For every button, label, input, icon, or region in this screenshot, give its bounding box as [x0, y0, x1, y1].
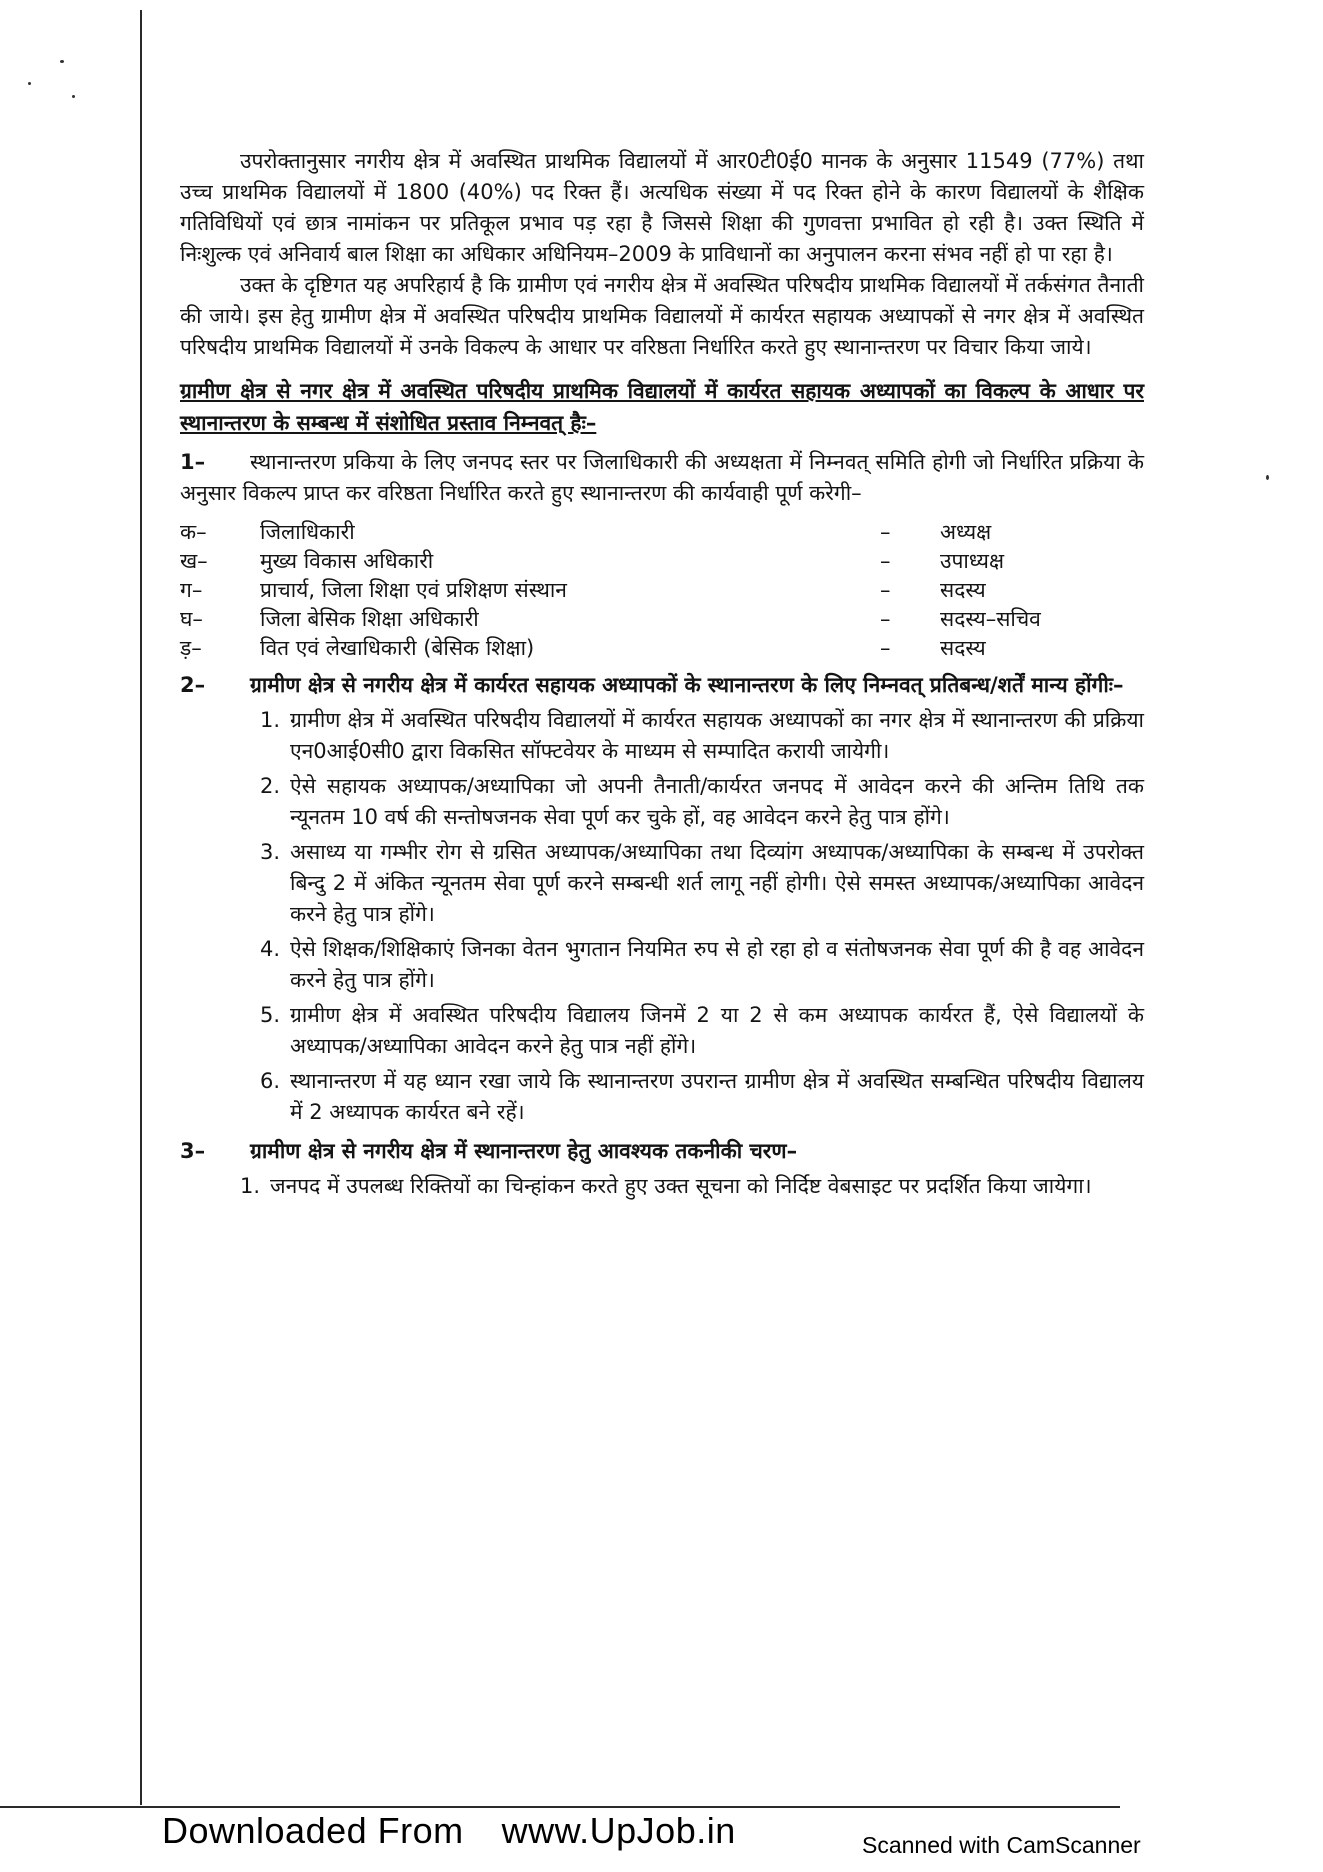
committee-member: प्राचार्य, जिला शिक्षा एवं प्रशिक्षण संस्थान [260, 578, 567, 602]
list-item [260, 771, 1144, 833]
committee-member: जिलाधिकारी [260, 520, 355, 544]
committee-dash: – [880, 520, 891, 544]
committee-dash: – [880, 578, 891, 602]
footer-rule [0, 1806, 1120, 1808]
committee-label: घ– [180, 607, 203, 631]
item-text: जनपद में उपलब्ध रिक्तियों का चिन्हांकन करते हुए उक्त सूचना को निर्दिष्ट वेबसाइट पर प्रदर्शित किया जायेगा। [270, 1174, 1092, 1198]
item-number: 2. [260, 774, 281, 798]
scan-speck [28, 82, 31, 85]
item-number: 1. [240, 1174, 261, 1198]
section-3 [180, 1136, 1144, 1167]
list-item [260, 837, 1144, 930]
downloaded-from-text: Downloaded From [162, 1810, 464, 1851]
section-2 [180, 670, 1144, 701]
committee-role: उपाध्यक्ष [940, 549, 1005, 573]
committee-member: मुख्य विकास अधिकारी [260, 549, 434, 573]
committee-label: ग– [180, 578, 203, 602]
committee-row [180, 633, 1144, 662]
item-text: ग्रामीण क्षेत्र में अवस्थित परिषदीय विद्यालयों में कार्यरत सहायक अध्यापकों का नगर क्षेत्र में स्थानान्तरण की प्रक्रिया एन0आई0सी0 द्वारा विकसित सॉफ्टवेयर के माध्यम से सम्पादित करायी जायेगी। [290, 708, 1144, 763]
item-text: ग्रामीण क्षेत्र में अवस्थित परिषदीय विद्यालय जिनमें 2 या 2 से कम अध्यापक कार्यरत हैं, ऐसे विद्यालयों के अध्यापक/अध्यापिका आवेदन करने हेतु पात्र नहीं होंगे। [290, 1003, 1144, 1058]
site-link[interactable]: www.UpJob.in [501, 1810, 736, 1851]
margin-line [140, 10, 142, 1805]
list-item [260, 1000, 1144, 1062]
section-1 [180, 447, 1144, 509]
section-3-number: 3– [180, 1139, 206, 1163]
item-number: 1. [260, 708, 281, 732]
list-item [260, 1066, 1144, 1128]
committee-dash: – [880, 549, 891, 573]
conditions-list [260, 705, 1144, 1128]
committee-role: अध्यक्ष [940, 520, 992, 544]
committee-dash: – [880, 607, 891, 631]
committee-label: क– [180, 520, 207, 544]
committee-dash: – [880, 636, 891, 660]
committee-list [180, 517, 1144, 662]
scan-speck [60, 60, 64, 63]
technical-steps-list [240, 1171, 1144, 1202]
section-2-number: 2– [180, 673, 206, 697]
list-item [260, 934, 1144, 996]
committee-label: ख– [180, 549, 208, 573]
committee-row [180, 604, 1144, 633]
committee-role: सदस्य–सचिव [940, 607, 1041, 631]
item-text: असाध्य या गम्भीर रोग से ग्रसित अध्यापक/अध्यापिका तथा दिव्यांग अध्यापक/अध्यापिका के सम्बन्ध में उपरोक्त बिन्दु 2 में अंकित न्यूनतम सेवा पूर्ण करने सम्बन्धी शर्त लागू नहीं होगी। ऐसे समस्त अध्यापक/अध्यापिका आवेदन करने हेतु पात्र होंगे। [290, 840, 1144, 926]
committee-label: ड़– [180, 636, 202, 660]
item-number: 5. [260, 1003, 281, 1027]
section-1-number: 1– [180, 450, 206, 474]
scan-speck [72, 95, 75, 98]
download-watermark [162, 1810, 774, 1852]
paragraph-proposal: उक्त के दृष्टिगत यह अपरिहार्य है कि ग्रामीण एवं नगरीय क्षेत्र में अवस्थित परिषदीय प्राथमिक विद्यालयों में तर्कसंगत तैनाती की जाये। इस हेतु ग्रामीण क्षेत्र में अवस्थित परिषदीय प्राथमिक विद्यालयों में कार्यरत सहायक अध्यापकों से नगर क्षेत्र में अवस्थित परिषदीय प्राथमिक विद्यालयों में उनके विकल्प के आधार पर वरिष्ठता निर्धारित करते हुए स्थानान्तरण पर विचार किया जाये। [180, 273, 1144, 359]
scan-speck [1266, 475, 1269, 480]
item-text: ऐसे सहायक अध्यापक/अध्यापिका जो अपनी तैनाती/कार्यरत जनपद में आवेदन करने की अन्तिम तिथि तक न्यूनतम 10 वर्ष की सन्तोषजनक सेवा पूर्ण कर चुके हों, वह आवेदन करने हेतु पात्र होंगे। [290, 774, 1144, 829]
item-number: 4. [260, 937, 281, 961]
committee-row [180, 517, 1144, 546]
item-text: स्थानान्तरण में यह ध्यान रखा जाये कि स्थानान्तरण उपरान्त ग्रामीण क्षेत्र में अवस्थित सम्बन्धित परिषदीय विद्यालय में 2 अध्यापक कार्यरत बने रहें। [290, 1069, 1144, 1124]
section-3-text: ग्रामीण क्षेत्र से नगरीय क्षेत्र में स्थानान्तरण हेतु आवश्यक तकनीकी चरण– [250, 1139, 798, 1163]
committee-member: वित एवं लेखाधिकारी (बेसिक शिक्षा) [260, 636, 535, 660]
list-item [240, 1171, 1144, 1202]
document-body [180, 146, 1144, 1206]
section-1-text: स्थानान्तरण प्रकिया के लिए जनपद स्तर पर जिलाधिकारी की अध्यक्षता में निम्नवत् समिति होगी जो निर्धारित प्रक्रिया के अनुसार विकल्प प्राप्त कर वरिष्ठता निर्धारित करते हुए स्थानान्तरण की कार्यवाही पूर्ण करेगी– [180, 450, 1144, 505]
committee-role: सदस्य [940, 578, 986, 602]
committee-row [180, 546, 1144, 575]
section-2-text: ग्रामीण क्षेत्र से नगरीय क्षेत्र में कार्यरत सहायक अध्यापकों के स्थानान्तरण के लिए निम्नवत् प्रतिबन्ध/शर्तें मान्य होंगीः– [250, 673, 1124, 697]
section-heading: ग्रामीण क्षेत्र से नगर क्षेत्र में अवस्थित परिषदीय प्राथमिक विद्यालयों में कार्यरत सहायक अध्यापकों का विकल्प के आधार पर स्थानान्तरण के सम्बन्ध में संशोधित प्रस्ताव निम्नवत् हैः– [180, 379, 1144, 435]
item-number: 6. [260, 1069, 281, 1093]
scanner-watermark: Scanned with CamScanner [862, 1832, 1141, 1858]
committee-member: जिला बेसिक शिक्षा अधिकारी [260, 607, 479, 631]
committee-role: सदस्य [940, 636, 986, 660]
item-number: 3. [260, 840, 281, 864]
paragraph-vacancy: उपरोक्तानुसार नगरीय क्षेत्र में अवस्थित प्राथमिक विद्यालयों में आर0टी0ई0 मानक के अनुसार 11549 (77%) तथा उच्च प्राथमिक विद्यालयों में 1800 (40%) पद रिक्त हैं। अत्यधिक संख्या में पद रिक्त होने के कारण विद्यालयों के शैक्षिक गतिविधियों एवं छात्र नामांकन पर प्रतिकूल प्रभाव पड़ रहा है जिससे शिक्षा की गुणवत्ता प्रभावित हो रही है। उक्त स्थिति में निःशुल्क एवं अनिवार्य बाल शिक्षा का अधिकार अधिनियम–2009 के प्राविधानों का अनुपालन करना संभव नहीं हो पा रहा है। [180, 149, 1144, 266]
item-text: ऐसे शिक्षक/शिक्षिकाएं जिनका वेतन भुगतान नियमित रुप से हो रहा हो व संतोषजनक सेवा पूर्ण की है वह आवेदन करने हेतु पात्र होंगे। [290, 937, 1144, 992]
list-item [260, 705, 1144, 767]
committee-row [180, 575, 1144, 604]
